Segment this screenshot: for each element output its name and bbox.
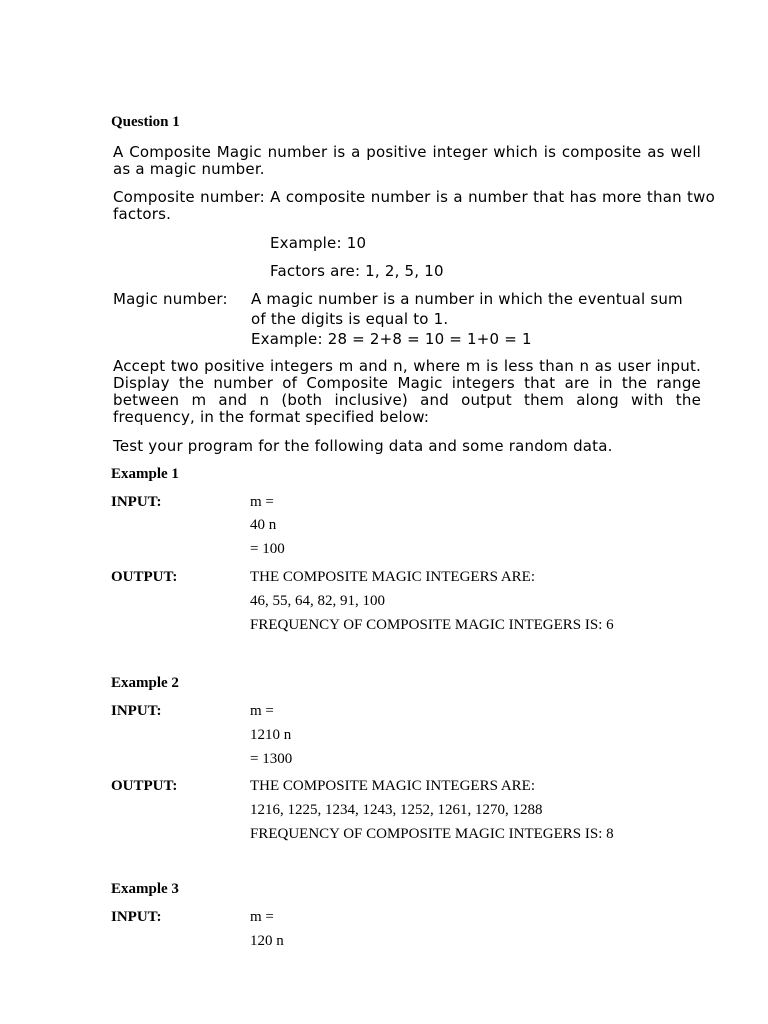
example-1-title: Example 1 (111, 466, 179, 482)
example-3-input-line: m = (250, 909, 274, 925)
composite-factors: Factors are: 1, 2, 5, 10 (270, 262, 444, 280)
example-2-output-line: FREQUENCY OF COMPOSITE MAGIC INTEGERS IS: 8 (250, 826, 614, 842)
example-3-title: Example 3 (111, 881, 179, 897)
example-3-input-line: 120 n (250, 933, 284, 949)
intro-paragraph: A Composite Magic number is a positive integer which is composite as well as a magic number. (113, 143, 701, 178)
example-1-output-label: OUTPUT: (111, 569, 178, 585)
example-1-output-line: THE COMPOSITE MAGIC INTEGERS ARE: (250, 569, 536, 585)
example-2-output-line: 1216, 1225, 1234, 1243, 1252, 1261, 1270, 1288 (250, 802, 543, 818)
example-2-input-line: 1210 n (250, 727, 292, 743)
example-2-input-line: m = (250, 703, 274, 719)
example-1-output-line: 46, 55, 64, 82, 91, 100 (250, 593, 385, 609)
example-3-input-label: INPUT: (111, 909, 162, 925)
example-1-input-line: m = (250, 494, 274, 510)
composite-example: Example: 10 (270, 234, 367, 252)
example-2-output-label: OUTPUT: (111, 778, 178, 794)
example-2-output-line: THE COMPOSITE MAGIC INTEGERS ARE: (250, 778, 536, 794)
example-1-input-line: = 100 (250, 541, 285, 557)
magic-example: Example: 28 = 2+8 = 10 = 1+0 = 1 (251, 330, 532, 348)
composite-definition: Composite number: A composite number is a number that has more than two factors. (113, 188, 715, 223)
example-1-output-line: FREQUENCY OF COMPOSITE MAGIC INTEGERS IS: 6 (250, 617, 614, 633)
example-1-input-label: INPUT: (111, 494, 162, 510)
magic-definition-line2: of the digits is equal to 1. (251, 310, 449, 328)
example-2-title: Example 2 (111, 675, 179, 691)
example-1-input-line: 40 n (250, 517, 277, 533)
question-heading: Question 1 (111, 114, 180, 130)
magic-definition-line1: A magic number is a number in which the eventual sum (251, 290, 683, 308)
example-2-input-label: INPUT: (111, 703, 162, 719)
magic-label: Magic number: (113, 290, 228, 308)
example-2-input-line: = 1300 (250, 751, 293, 767)
test-note: Test your program for the following data and some random data. (113, 437, 613, 455)
task-paragraph: Accept two positive integers m and n, where m is less than n as user input. Display the number of Composite Magic integers that are in the range between m and n (both inclusive) and output them along with the frequency, in the format specified below: (113, 357, 701, 426)
